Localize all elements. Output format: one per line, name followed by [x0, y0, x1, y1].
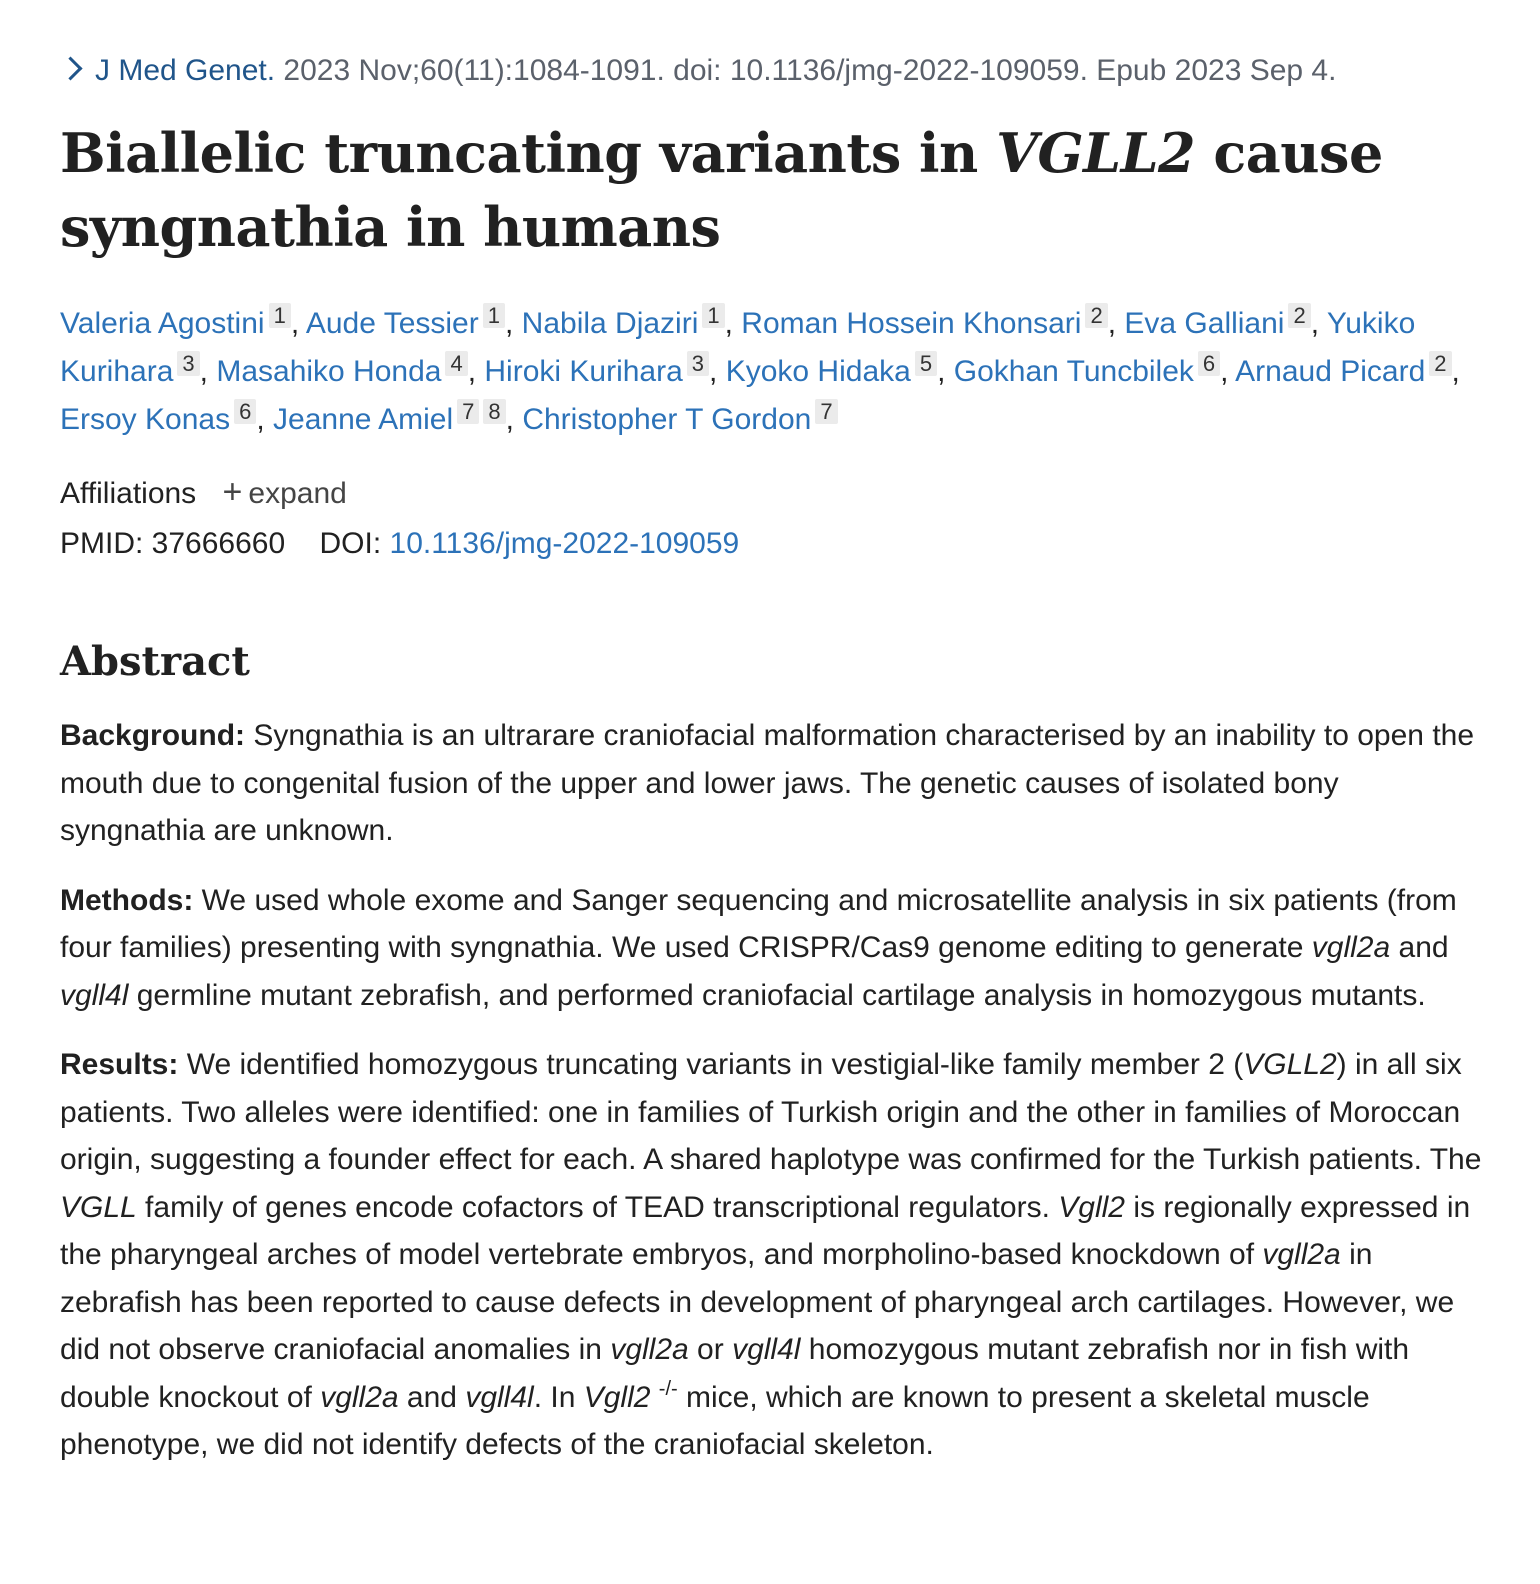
abstract-text: is regionally expressed in the pharyngeal arches of model vertebrate embryos, and morpholino-based knockdown of: [60, 1190, 1471, 1271]
abstract-text: . In: [533, 1380, 584, 1414]
affiliation-ref[interactable]: 8: [483, 399, 505, 424]
journal-link[interactable]: J Med Genet.: [95, 54, 276, 87]
affiliation-ref[interactable]: 2: [1085, 303, 1107, 328]
abstract-body: [60, 712, 1484, 1469]
abstract-text: homozygous mutant zebrafish nor in fish with double knockout of: [60, 1333, 1410, 1414]
affiliation-ref[interactable]: 1: [269, 303, 291, 328]
author-link[interactable]: Hiroki Kurihara: [484, 355, 683, 388]
abstract-section-label: Results:: [60, 1048, 179, 1081]
doi-label: DOI:: [319, 527, 390, 560]
author-link[interactable]: Ersoy Konas: [60, 403, 231, 436]
affiliation-ref[interactable]: 5: [915, 351, 937, 376]
abstract-text: Syngnathia is an ultrarare craniofacial malformation characterised by an inability to open the mouth due to congenital fusion of the upper and lower jaws. The genetic causes of isolated bony syngnathia are unknown.: [60, 719, 1475, 847]
gene-name: Vgll2: [1058, 1190, 1125, 1224]
affiliations-expand-button[interactable]: [222, 473, 347, 511]
plus-icon: +: [222, 473, 243, 511]
expand-label: expand: [248, 477, 347, 510]
gene-name: VGLL: [60, 1190, 137, 1224]
author-link[interactable]: Eva Galliani: [1124, 307, 1285, 340]
author-link[interactable]: Christopher T Gordon: [522, 403, 812, 436]
author-link[interactable]: Kyoko Hidaka: [725, 355, 911, 388]
affiliation-ref[interactable]: 4: [445, 351, 467, 376]
author-link[interactable]: Arnaud Picard: [1235, 355, 1426, 388]
article-title: [60, 116, 1484, 264]
affiliation-ref[interactable]: 1: [483, 303, 505, 328]
affiliation-ref[interactable]: 6: [1198, 351, 1220, 376]
abstract-text: germline mutant zebrafish, and performed craniofacial cartilage analysis in homozygous mutants.: [128, 978, 1426, 1012]
affiliation-ref[interactable]: 3: [177, 351, 199, 376]
abstract-text: family of genes encode cofactors of TEAD transcriptional regulators.: [136, 1190, 1059, 1224]
affiliation-ref[interactable]: 7: [815, 399, 837, 424]
title-part-2: cause syngnathia in humans: [60, 121, 1383, 259]
gene-name: vgll4l: [465, 1380, 534, 1414]
affiliation-ref[interactable]: 1: [702, 303, 724, 328]
citation-line: [60, 0, 1484, 90]
title-gene: VGLL2: [996, 121, 1196, 185]
abstract-heading: Abstract: [60, 638, 250, 685]
abstract-text: We used whole exome and Sanger sequencing and microsatellite analysis in six patients (from four families) presenting with syngnathia. We used CRISPR/Cas9 genome editing to generate: [60, 883, 1457, 964]
abstract-text: in zebrafish has been reported to cause defects in development of pharyngeal arch cartilages. However, we did not observe craniofacial anomalies in: [60, 1238, 1455, 1366]
pmid-label: PMID:: [60, 527, 152, 560]
identifiers-row: [60, 520, 1484, 568]
affiliation-ref[interactable]: 2: [1429, 351, 1451, 376]
gene-name: vgll4l: [60, 978, 129, 1012]
affiliation-ref[interactable]: 7: [457, 399, 479, 424]
gene-name: vgll2a: [1262, 1238, 1341, 1271]
abstract-text: and: [398, 1380, 466, 1414]
author-list: Valeria Agostini $^1$ , Aude Tessier $^1$ , Nabila Djaziri $^1$ , Roman Hossein Khonsari $^2$ , Eva Galliani $^2$ , Yukiko Kurihara $^3$ , Masahiko Honda $^4$ , Hiroki Kurihara $^3$ , Kyoko Hidaka $^5$ , Gokhan Tuncbilek $^6$ , Arnaud Picard $^2$ , Ersoy Konas $^6$ , Jeanne Amiel $^7$ $^8$ , Christopher T Gordon $^7$: [60, 303, 1460, 436]
doi-link[interactable]: 10.1136/jmg-2022-109059: [389, 527, 740, 560]
abstract-section-methods: [60, 877, 1484, 1020]
author-link[interactable]: Yukiko Kurihara: [60, 307, 1416, 388]
author-link[interactable]: Jeanne Amiel: [273, 403, 454, 436]
gene-name: vgll2a: [320, 1380, 399, 1414]
abstract-section-label: Background:: [60, 719, 246, 752]
gene-name: VGLL2: [1243, 1048, 1337, 1081]
gene-name: vgll2a: [610, 1333, 689, 1366]
author-link[interactable]: Roman Hossein Khonsari: [741, 307, 1082, 340]
abstract-text: We identified homozygous truncating variants in vestigial-like family member 2 (: [178, 1048, 1244, 1081]
affiliation-ref[interactable]: 6: [234, 399, 256, 424]
abstract-section-background: [60, 712, 1484, 855]
gene-name: vgll2a: [1311, 931, 1391, 964]
pmid-value: 37666660: [151, 527, 286, 560]
abstract-text: ) in all six patients. Two alleles were identified: one in families of Turkish origin and the other in families of Moroccan origin, suggesting a founder effect for each. A shared haplotype was confirmed for the Turkish patients. The: [60, 1048, 1482, 1176]
abstract-text: and: [1390, 931, 1449, 964]
citation-details: 2023 Nov;60(11):1084-1091. doi: 10.1136/jmg-2022-109059. Epub 2023 Sep 4.: [275, 54, 1337, 87]
affiliations-label: Affiliations: [60, 477, 197, 510]
title-part-1: Biallelic truncating variants in: [60, 121, 997, 185]
author-link[interactable]: Gokhan Tuncbilek: [953, 355, 1194, 388]
affiliation-ref[interactable]: 3: [687, 351, 709, 376]
affiliation-ref[interactable]: 2: [1288, 303, 1310, 328]
abstract-text: [650, 1381, 658, 1414]
author-link[interactable]: Nabila Djaziri: [521, 307, 699, 340]
abstract-text: -/-: [658, 1377, 678, 1400]
gene-name: vgll4l: [732, 1333, 801, 1366]
author-link[interactable]: Masahiko Honda: [216, 355, 442, 388]
gene-name: Vgll2: [583, 1380, 651, 1414]
abstract-section-label: Methods:: [60, 883, 194, 917]
author-link[interactable]: Aude Tessier: [305, 307, 479, 340]
abstract-section-results: [60, 1041, 1484, 1469]
chevron-right-icon[interactable]: [58, 56, 82, 80]
abstract-text: or: [688, 1333, 733, 1366]
affiliations-row: [60, 466, 1484, 520]
abstract-text: mice, which are known to present a skeletal muscle phenotype, we did not identify defects of the craniofacial skeleton.: [60, 1380, 1370, 1461]
author-link[interactable]: Valeria Agostini: [60, 307, 265, 340]
